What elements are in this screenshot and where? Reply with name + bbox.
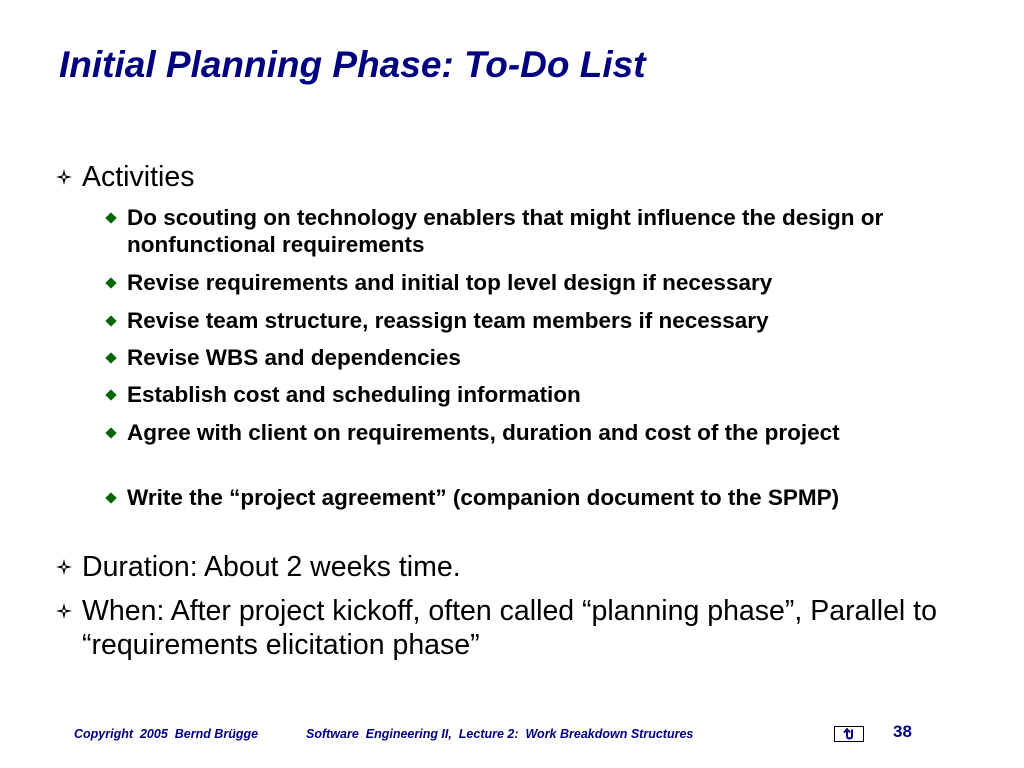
four-point-star-icon: [56, 160, 82, 194]
four-point-star-icon: [56, 594, 82, 628]
sub-bullet-item: [104, 204, 957, 258]
sub-bullet-item: [104, 269, 957, 296]
return-arrow-icon[interactable]: [834, 726, 864, 742]
bullet-item-when: [56, 594, 962, 662]
bullet-text: Duration: About 2 weeks time.: [82, 551, 461, 583]
diamond-icon: [104, 307, 127, 334]
diamond-icon: [104, 269, 127, 296]
sub-bullet-item: [104, 381, 957, 408]
diamond-icon: [104, 381, 127, 408]
diamond-icon: [104, 484, 127, 511]
sub-bullet-text: Establish cost and scheduling information: [127, 382, 581, 407]
diamond-icon: [104, 204, 127, 231]
sub-bullet-item: [104, 344, 957, 371]
sub-bullet-text: Revise team structure, reassign team members if necessary: [127, 308, 769, 333]
sub-bullet-text: Agree with client on requirements, duration and cost of the project: [127, 420, 840, 445]
sub-bullet-text: Write the “project agreement” (companion document to the SPMP): [127, 485, 840, 510]
sub-bullet-item: [104, 484, 957, 511]
sub-bullet-text: Revise requirements and initial top level design if necessary: [127, 270, 773, 295]
bullet-item-duration: [56, 550, 962, 584]
diamond-icon: [104, 419, 127, 446]
bullet-text: When: After project kickoff, often called “planning phase”, Parallel to “requirements elicitation phase”: [82, 595, 937, 661]
sub-bullet-item: [104, 307, 957, 334]
footer-copyright: Copyright 2005 Bernd Brügge: [74, 727, 259, 741]
sub-bullet-item: [104, 419, 957, 446]
page-number: 38: [893, 722, 912, 741]
bullet-text: Activities: [82, 161, 195, 193]
slide-title: Initial Planning Phase: To-Do List: [59, 44, 646, 85]
sub-bullet-text: Revise WBS and dependencies: [127, 345, 461, 370]
four-point-star-icon: [56, 550, 82, 584]
sub-bullet-text: Do scouting on technology enablers that might influence the design or nonfunctional requirements: [127, 205, 884, 257]
bullet-item-activities: [56, 160, 962, 194]
footer-course-title: Software Engineering II, Lecture 2: Work Breakdown Structures: [306, 727, 694, 741]
diamond-icon: [104, 344, 127, 371]
